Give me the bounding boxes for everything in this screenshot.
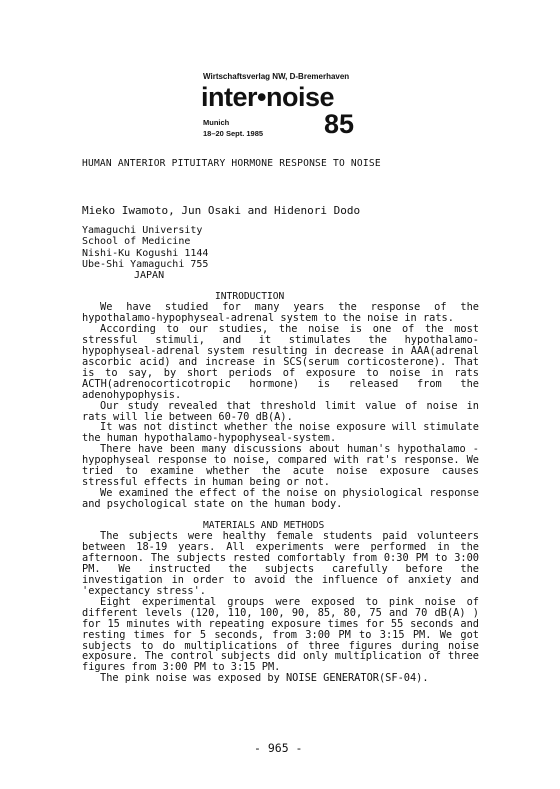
conference-dates: 18–20 Sept. 1985 <box>203 129 264 138</box>
paragraph: We examined the effect of the noise on physiological response and psychological state on the human body. <box>82 487 479 511</box>
paragraph: According to our studies, the noise is one of the most stressful stimuli, and it stimulates the hypothalamo-hypophyseal-adrenal system resulting in decrease in AAA(adrenal ascorbic acid) and increase in SCS(serum corticosterone). That is to say, by short periods of exposure to noise in rats ACTH(adrenocorticotropic hormone) is released from the adenohypophysis. <box>82 322 479 401</box>
paragraph: The subjects were healthy female students paid volunteers between 18-19 years. All experiments were performed in the afternoon. The subjects rested comfortably from 0:30 PM to 3:00 PM. We instructed the subjects carefully before the investigation in order to avoid the influence of anxiety and 'expectancy stress'. <box>82 530 479 597</box>
affiliation-line: School of Medicine <box>82 236 191 248</box>
paragraph: There have been many discussions about human's hypothalamo - hypophyseal response to noise, compared with rat's response. We tried to examine whether the acute noise exposure causes stressful effects in human being or not. <box>82 443 479 489</box>
paragraph: We have studied for many years the response of the hypothalamo-hypophyseal-adrenal system to the noise in rats. <box>82 301 479 324</box>
paragraph: It was not distinct whether the noise exposure will stimulate the human hypothalamo-hypophyseal-system. <box>82 421 479 445</box>
author-list: Mieko Iwamoto, Jun Osaki and Hidenori Dodo <box>82 204 361 217</box>
paragraph: Eight experimental groups were exposed to pink noise of different levels (120, 110, 100, 90, 85, 80, 75 and 70 dB(A) ) for 15 minutes with repeating exposure times for 55 seconds and resting times for 5 seconds, from 3:00 PM to 3:15 PM. We got subjects to do multiplications of three figures during noise exposure. The control subjects did only multiplication of three figures from 3:00 PM to 3:15 PM. <box>82 595 479 674</box>
conference-year: 85 <box>324 109 355 139</box>
introduction-body <box>82 302 479 510</box>
affiliation-line: Ube-Shi Yamaguchi 755 <box>82 258 209 270</box>
affiliation-line: Nishi-Ku Kogushi 1144 <box>82 247 209 259</box>
paragraph: Our study revealed that threshold limit value of noise in rats will lie between 60-70 dB(A). <box>82 399 479 423</box>
methods-body <box>82 531 479 684</box>
publisher-line: Wirtschaftsverlag NW, D-Bremerhaven <box>203 72 350 81</box>
affiliation-country: JAPAN <box>134 270 165 282</box>
section-heading-methods: MATERIALS AND METHODS <box>203 520 325 531</box>
paper-title: HUMAN ANTERIOR PITUITARY HORMONE RESPONSE TO NOISE <box>82 158 381 169</box>
paragraph: The pink noise was exposed by NOISE GENERATOR(SF-04). <box>100 672 429 685</box>
affiliation-line: Yamaguchi University <box>82 225 203 236</box>
section-heading-introduction: INTRODUCTION <box>215 291 285 302</box>
affiliation-block <box>82 225 208 281</box>
conference-logo: inter•noise <box>201 82 334 112</box>
conference-location: Munich <box>203 118 230 127</box>
page-number: - 965 - <box>254 741 303 755</box>
